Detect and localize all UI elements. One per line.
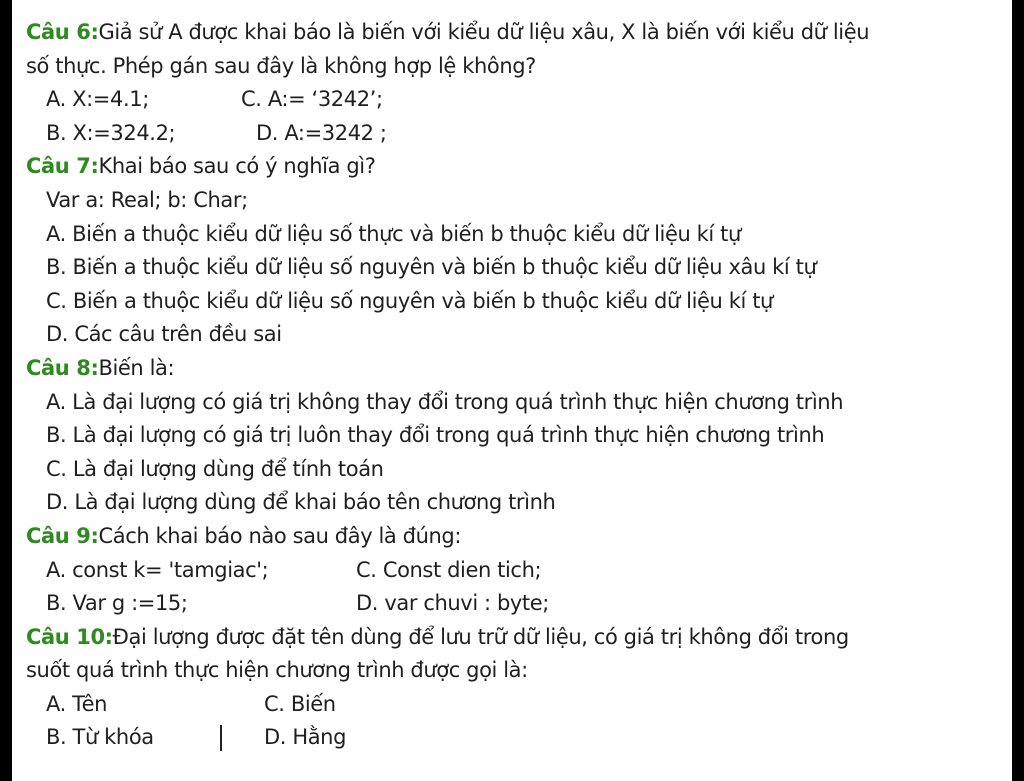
question-8-option-a: A. Là đại lượng có giá trị không thay đổi trong quá trình thực hiện chương trình	[46, 389, 844, 414]
question-7-option-b: B. Biến a thuộc kiểu dữ liệu số nguyên và biến b thuộc kiểu dữ liệu xâu kí tự	[46, 255, 817, 280]
question-9-text: Cách khai báo nào sau đây là đúng:	[98, 523, 462, 548]
question-8-text: Biến là:	[98, 355, 175, 380]
question-9-option-c: C. Const dien tich;	[356, 557, 542, 582]
question-7-code: Var a: Real; b: Char;	[46, 187, 248, 212]
question-7-label: Câu 7:	[26, 154, 99, 179]
cursor-divider	[220, 725, 222, 751]
question-7-option-c: C. Biến a thuộc kiểu dữ liệu số nguyên và biến b thuộc kiểu dữ liệu kí tự	[46, 288, 773, 313]
question-9-option-d: D. var chuvi : byte;	[356, 591, 549, 616]
question-9-line-1	[26, 520, 998, 554]
question-10-line-1	[26, 621, 998, 655]
question-9-options-row-2	[26, 587, 998, 621]
question-8-line-1	[26, 352, 998, 386]
question-8-label: Câu 8:	[26, 355, 99, 380]
question-10-option-c: C. Biến	[264, 691, 336, 716]
right-black-border	[1012, 0, 1024, 781]
question-7-line-1	[26, 150, 998, 184]
question-6-option-b: B. X:=324.2;	[46, 120, 176, 145]
question-6-line-2: số thực. Phép gán sau đây là không hợp lệ không?	[26, 53, 536, 78]
question-6-label: Câu 6:	[26, 20, 99, 44]
question-6-option-a: A. X:=4.1;	[46, 87, 149, 112]
question-6-option-d: D. A:=3242 ;	[256, 120, 387, 145]
question-6-line-1	[26, 16, 998, 50]
question-9-option-b: B. Var g :=15;	[46, 591, 188, 616]
question-9-label: Câu 9:	[26, 523, 99, 548]
question-10-option-a: A. Tên	[46, 691, 108, 716]
question-7-option-d: D. Các câu trên đều sai	[46, 322, 282, 347]
question-10-line-2: suốt quá trình thực hiện chương trình được gọi là:	[26, 658, 528, 683]
question-9-option-a: A. const k= 'tamgiac';	[46, 557, 269, 582]
question-6-option-c: C. A:= ‘3242’;	[241, 87, 383, 112]
question-10-option-d: D. Hằng	[264, 725, 347, 750]
question-8-option-c: C. Là đại lượng dùng để tính toán	[46, 456, 384, 481]
question-6-text: Giả sử A được khai báo là biến với kiểu dữ liệu xâu, X là biến với kiểu dữ liệu	[98, 20, 870, 44]
question-6-options-row-1	[26, 83, 998, 117]
question-10-text: Đại lượng được đặt tên dùng để lưu trữ dữ liệu, có giá trị không đổi trong	[112, 624, 849, 649]
question-7-option-a: A. Biến a thuộc kiểu dữ liệu số thực và biến b thuộc kiểu dữ liệu kí tự	[46, 221, 741, 246]
question-10-options-row-2	[26, 721, 998, 755]
question-10-option-b: B. Từ khóa	[46, 725, 154, 750]
question-7-text: Khai báo sau có ý nghĩa gì?	[98, 154, 376, 179]
quiz-document	[26, 16, 998, 755]
question-10-options-row-1	[26, 688, 998, 722]
question-8-option-d: D. Là đại lượng dùng để khai báo tên chương trình	[46, 490, 556, 515]
question-9-options-row-1	[26, 554, 998, 588]
question-10-label: Câu 10:	[26, 624, 113, 649]
left-black-border	[0, 0, 12, 781]
question-6-options-row-2	[26, 117, 998, 151]
question-8-option-b: B. Là đại lượng có giá trị luôn thay đổi trong quá trình thực hiện chương trình	[46, 423, 825, 448]
